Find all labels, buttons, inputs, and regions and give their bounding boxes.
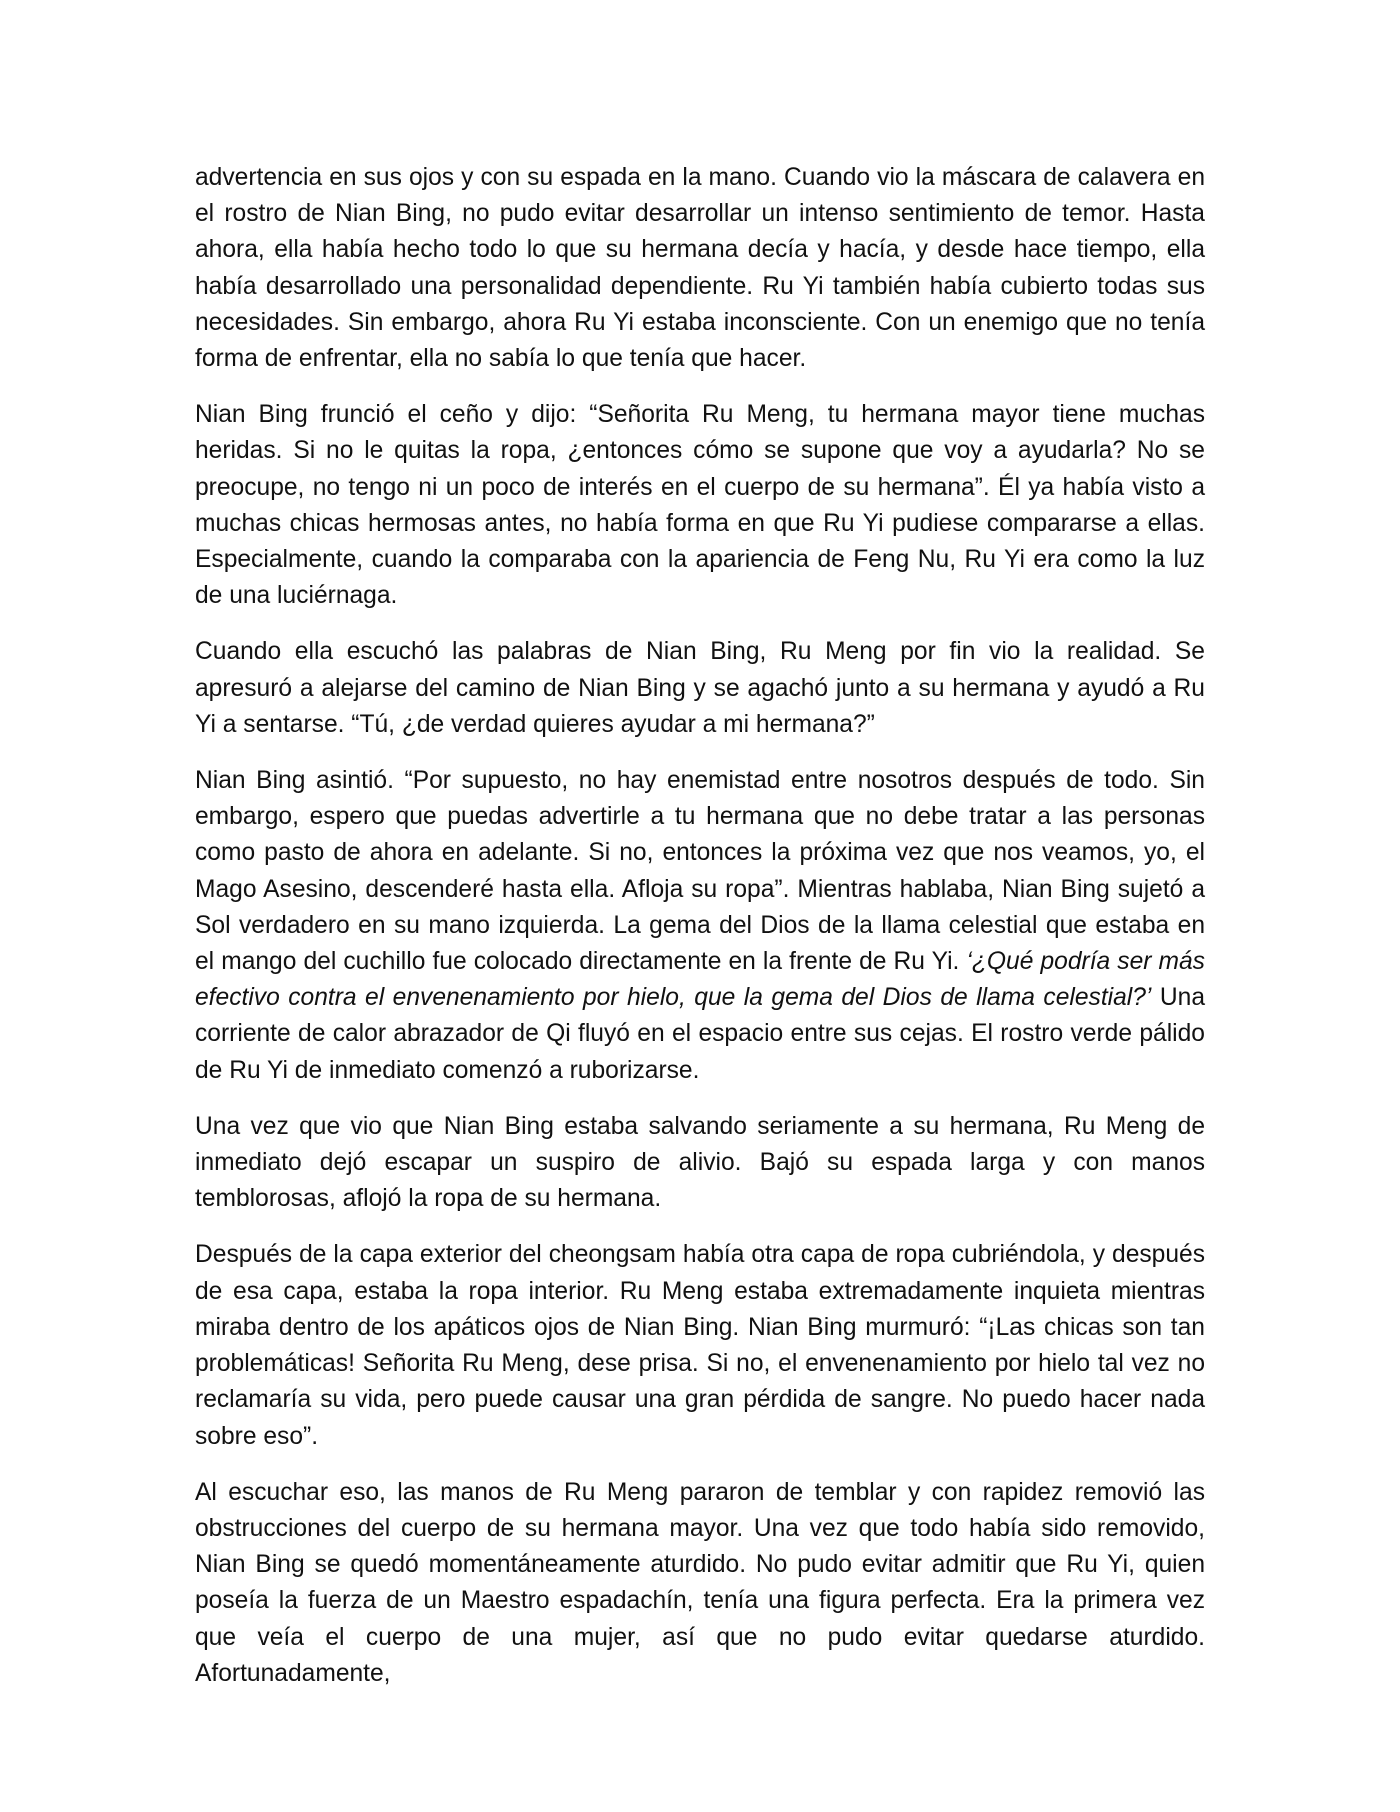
paragraph-7 — [195, 1475, 1205, 1692]
paragraph-3 — [195, 634, 1205, 743]
paragraph-2 — [195, 397, 1205, 614]
paragraph-5-text: Una vez que vio que Nian Bing estaba salvando seriamente a su hermana, Ru Meng de inmediato dejó escapar un suspiro de alivio. Bajó su espada larga y con manos temblorosas, aflojó la ropa de su hermana. — [195, 1112, 1205, 1213]
paragraph-4-text-end: Una corriente de calor abrazador de Qi fluyó en el espacio entre sus cejas. El rostro verde pálido de Ru Yi de inmediato comenzó a ruborizarse. — [195, 984, 1205, 1084]
paragraph-2-text: Nian Bing frunció el ceño y dijo: “Señorita Ru Meng, tu hermana mayor tiene muchas heridas. Si no le quitas la ropa, ¿entonces cómo se supone que voy a ayudarla? No se preocupe, no tengo ni un poco de interés en el cuerpo de su hermana”. Él ya había visto a muchas chicas hermosas antes, no había forma en que Ru Yi pudiese compararse a ellas. Especialmente, cuando la comparaba con la apariencia de Feng Nu, Ru Yi era como la luz de una luciérnaga. — [195, 401, 1205, 610]
paragraph-5 — [195, 1109, 1205, 1218]
paragraph-6-text: Después de la capa exterior del cheongsam había otra capa de ropa cubriéndola, y después de esa capa, estaba la ropa interior. Ru Meng estaba extremadamente inquieta mientras miraba dentro de los apáticos ojos de Nian Bing. Nian Bing murmuró: “¡Las chicas son tan problemáticas! Señorita Ru Meng, dese prisa. Si no, el envenenamiento por hielo tal vez no reclamaría su vida, pero puede causar una gran pérdida de sangre. No puedo hacer nada sobre eso”. — [195, 1241, 1205, 1450]
paragraph-1-text: advertencia en sus ojos y con su espada en la mano. Cuando vio la máscara de calavera en el rostro de Nian Bing, no pudo evitar desarrollar un intenso sentimiento de temor. Hasta ahora, ella había hecho todo lo que su hermana decía y hacía, y desde hace tiempo, ella había desarrollado una personalidad dependiente. Ru Yi también había cubierto todas sus necesidades. Sin embargo, ahora Ru Yi estaba inconsciente. Con un enemigo que no tenía forma de enfrentar, ella no sabía lo que tenía que hacer. — [195, 164, 1205, 373]
paragraph-7-text: Al escuchar eso, las manos de Ru Meng pararon de temblar y con rapidez removió las obstrucciones del cuerpo de su hermana mayor. Una vez que todo había sido removido, Nian Bing se quedó momentáneamente aturdido. No pudo evitar admitir que Ru Yi, quien poseía la fuerza de un Maestro espadachín, tenía una figura perfecta. Era la primera vez que veía el cuerpo de una mujer, así que no pudo evitar quedarse aturdido. Afortunadamente, — [195, 1478, 1205, 1687]
paragraph-4 — [195, 763, 1205, 1089]
paragraph-4-italic-thought: ‘¿Qué podría ser más efectivo contra el envenenamiento por hielo, que la gema del Dios de llama celestial?’ — [195, 948, 1205, 1012]
document-body — [195, 160, 1205, 1692]
paragraph-6 — [195, 1237, 1205, 1454]
paragraph-4-text: Nian Bing asintió. “Por supuesto, no hay enemistad entre nosotros después de todo. Sin embargo, espero que puedas advertirle a tu hermana que no debe tratar a las personas como pasto de ahora en adelante. Si no, entonces la próxima vez que nos veamos, yo, el Mago Asesino, descenderé hasta ella. Afloja su ropa”. Mientras hablaba, Nian Bing sujetó a Sol verdadero en su mano izquierda. La gema del Dios de la llama celestial que estaba en el mango del cuchillo fue colocado directamente en la frente de Ru Yi. — [195, 767, 1205, 976]
paragraph-3-text: Cuando ella escuchó las palabras de Nian Bing, Ru Meng por fin vio la realidad. Se apresuró a alejarse del camino de Nian Bing y se agachó junto a su hermana y ayudó a Ru Yi a sentarse. “Tú, ¿de verdad quieres ayudar a mi hermana?” — [195, 638, 1205, 738]
paragraph-1 — [195, 160, 1205, 377]
